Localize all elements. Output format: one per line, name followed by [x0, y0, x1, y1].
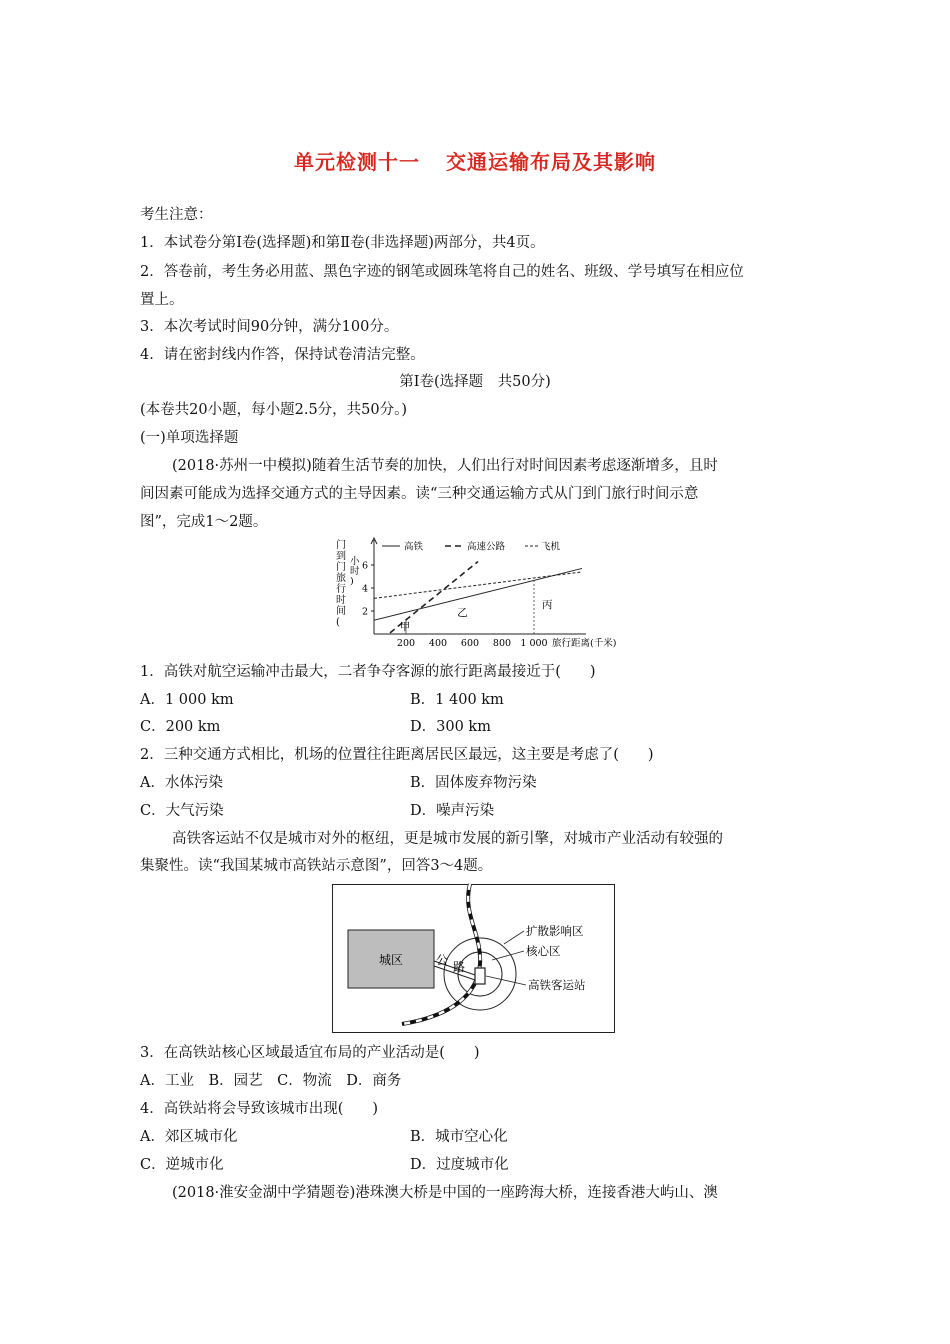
road-label: 公	[436, 953, 449, 967]
section-desc: (本卷共20小题，每小题2.5分，共50分。)	[140, 402, 408, 418]
region-label: 甲	[399, 621, 411, 633]
option-c: C．大气污染	[140, 803, 224, 819]
x-tick-label: 400	[428, 638, 448, 649]
notice-item: 2．答卷前，考生务必用蓝、黑色字迹的钢笔或圆珠笔将自己的姓名、班级、学号填写在相应位	[140, 264, 744, 280]
y-axis-label-char: )	[350, 576, 354, 587]
option-c: C．200 km	[140, 719, 221, 735]
notice-item: 置上。	[140, 292, 184, 308]
x-tick-label: 200	[396, 638, 416, 649]
passage-line: 集聚性。读“我国某城市高铁站示意图”，回答3～4题。	[140, 858, 493, 874]
callout-label: 高铁客运站	[528, 978, 586, 992]
x-tick-label: 800	[492, 638, 512, 649]
y-tick-label: 2	[361, 606, 368, 618]
option-d: D．噪声污染	[410, 803, 495, 819]
passage-line: (2018·苏州一中模拟)随着生活节奏的加快，人们出行对时间因素考虑逐渐增多，且时	[172, 458, 718, 474]
region-label: 乙	[457, 607, 468, 619]
option-d: D．过度城市化	[410, 1157, 509, 1173]
notice-item: 1．本试卷分第Ⅰ卷(选择题)和第Ⅱ卷(非选择题)两部分，共4页。	[140, 235, 545, 251]
option-a: A．1 000 km	[140, 692, 234, 708]
passage-line: 间因素可能成为选择交通方式的主导因素。读“三种交通运输方式从门到门旅行时间示意	[140, 486, 699, 502]
y-axis-label-char: 旅	[336, 573, 346, 584]
station-building	[475, 968, 485, 984]
region-label: 丙	[542, 599, 553, 611]
passage-line: 图”，完成1～2题。	[140, 514, 268, 530]
question-stem: 1．高铁对航空运输冲击最大，二者争夺客源的旅行距离最接近于( )	[140, 664, 596, 680]
y-axis-label-char: 到	[336, 551, 346, 562]
passage-line: (2018·淮安金湖中学猜题卷)港珠澳大桥是中国的一座跨海大桥，连接香港大屿山、澳	[172, 1185, 718, 1201]
travel-time-chart	[330, 536, 617, 656]
option-a: A．郊区城市化	[140, 1129, 238, 1145]
x-tick-label: 1 000	[520, 638, 548, 649]
subsection-title: (一)单项选择题	[140, 430, 239, 446]
y-axis-label-char: 门	[336, 540, 346, 551]
x-axis-label: 旅行距离(千米)	[552, 638, 617, 649]
option-c: C．逆城市化	[140, 1157, 224, 1173]
legend-label: 高铁	[404, 541, 424, 553]
notice-heading: 考生注意：	[140, 207, 213, 223]
y-axis-label-char: (	[336, 617, 340, 628]
y-axis-label-char: 间	[336, 606, 346, 617]
y-axis-label-char: 门	[336, 562, 346, 573]
passage-line: 高铁客运站不仅是城市对外的枢纽，更是城市发展的新引擎，对城市产业活动有较强的	[172, 831, 723, 847]
section-title: 第Ⅰ卷(选择题 共50分)	[399, 374, 551, 390]
notice-item: 3．本次考试时间90分钟，满分100分。	[140, 319, 399, 335]
road-label: 路	[453, 960, 466, 974]
title-unit: 单元检测十一	[294, 150, 420, 174]
callout-label: 核心区	[526, 944, 561, 958]
y-axis-label-char: 行	[336, 584, 346, 595]
station-diagram	[332, 884, 616, 1034]
page-title	[0, 146, 950, 175]
y-axis-label-char: 时	[336, 595, 346, 606]
legend-label: 高速公路	[467, 541, 506, 553]
option-b: B．城市空心化	[410, 1129, 508, 1145]
x-tick-label: 600	[460, 638, 480, 649]
city-label: 城区	[378, 953, 404, 967]
option-a: A．水体污染	[140, 775, 223, 791]
question-stem: 2．三种交通方式相比，机场的位置往往距离居民区最远，这主要是考虑了( )	[140, 747, 654, 763]
title-topic: 交通运输布局及其影响	[446, 150, 656, 174]
y-axis-label-char: 时	[350, 566, 360, 577]
question-stem: 3．在高铁站核心区域最适宜布局的产业活动是( )	[140, 1045, 480, 1061]
notice-item: 4．请在密封线内作答，保持试卷清洁完整。	[140, 347, 425, 363]
option-b: B．1 400 km	[410, 692, 504, 708]
y-tick-label: 6	[361, 560, 368, 572]
question-stem: 4．高铁站将会导致该城市出现( )	[140, 1101, 379, 1117]
callout-label: 扩散影响区	[526, 924, 584, 938]
option-b: B．固体废弃物污染	[410, 775, 537, 791]
option-d: D．300 km	[410, 719, 491, 735]
legend-label: 飞机	[541, 541, 561, 553]
y-tick-label: 4	[361, 583, 368, 595]
options-inline: A．工业 B．园艺 C．物流 D．商务	[140, 1073, 402, 1089]
y-axis-label-char: 小	[350, 556, 360, 567]
